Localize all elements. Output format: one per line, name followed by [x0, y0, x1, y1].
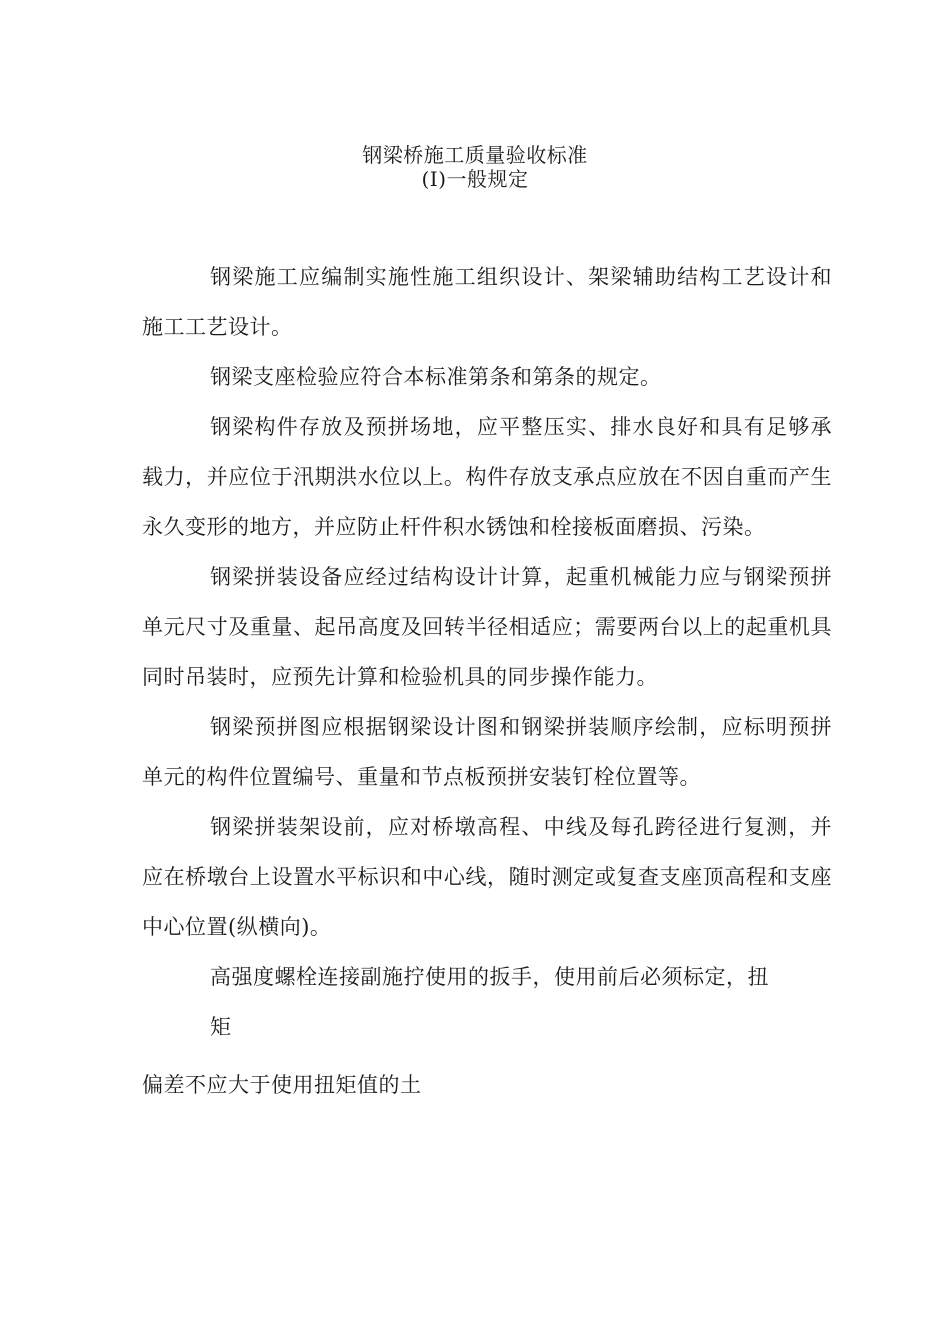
paragraph: 钢梁拼装架设前，应对桥墩高程、中线及每孔跨径进行复测，并应在桥墩台上设置水平标识和中心线，随时测定或复查支座顶高程和支座中心位置(纵横向)。	[142, 815, 832, 939]
paragraph-line: 矩	[210, 1015, 232, 1039]
paragraph: 钢梁施工应编制实施性施工组织设计、架梁辅助结构工艺设计和施工工艺设计。	[142, 265, 832, 339]
document-body	[142, 252, 832, 1110]
paragraph: 钢梁预拼图应根据钢梁设计图和钢梁拼装顺序绘制，应标明预拼单元的构件位置编号、重量和节点板预拼安装钉栓位置等。	[142, 715, 832, 789]
document-title: 钢梁桥施工质量验收标准	[362, 143, 588, 167]
paragraph-line: 高强度螺栓连接副施拧使用的扳手，使用前后必须标定，扭	[210, 965, 769, 989]
paragraph: 钢梁构件存放及预拼场地，应平整压实、排水良好和具有足够承载力，并应位于汛期洪水位以上。构件存放支承点应放在不因自重而产生永久变形的地方，并应防止杆件积水锈蚀和栓接板面磨损、污染。	[142, 415, 832, 539]
paragraph: 钢梁支座检验应符合本标准第条和第条的规定。	[210, 365, 662, 389]
paragraph: 钢梁拼装设备应经过结构设计计算，起重机械能力应与钢梁预拼单元尺寸及重量、起吊高度及回转半径相适应；需要两台以上的起重机具同时吊装时，应预先计算和检验机具的同步操作能力。	[142, 565, 832, 689]
paragraph-line: 偏差不应大于使用扭矩值的土	[142, 1073, 422, 1097]
section-heading: (I)一般规定	[421, 167, 529, 191]
